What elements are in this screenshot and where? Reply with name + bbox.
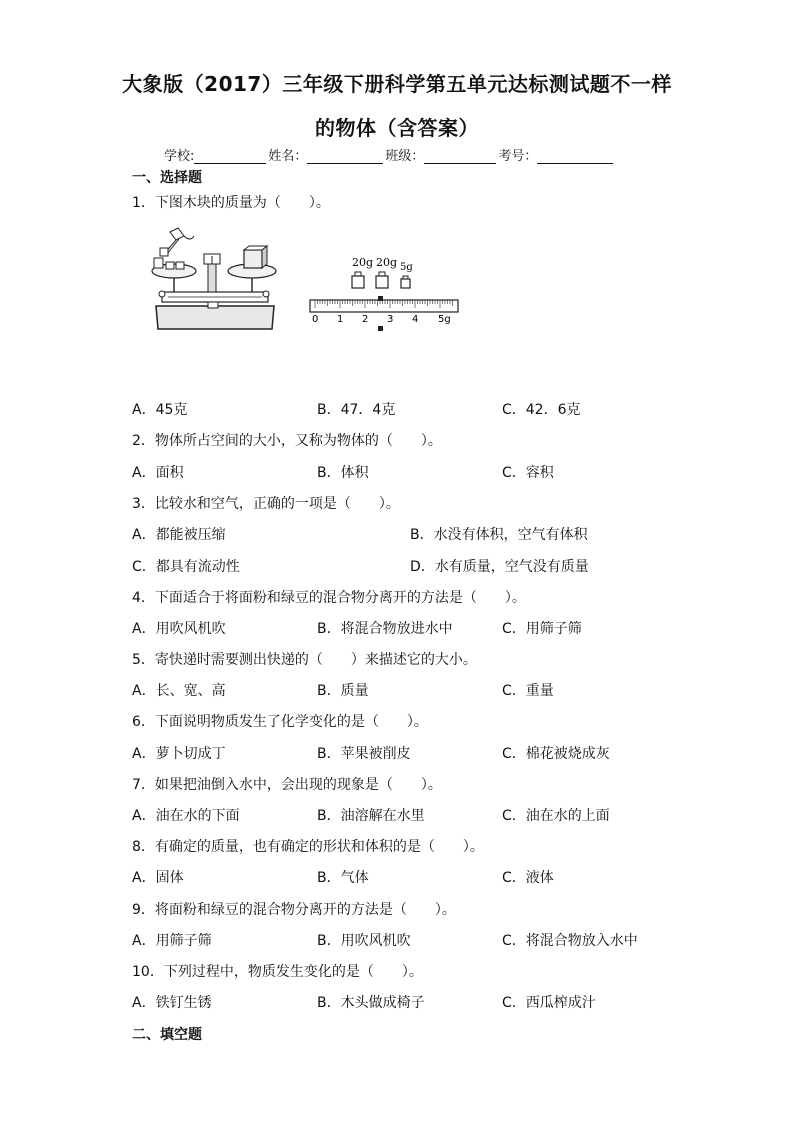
q3-option-d[interactable]: D．水有质量，空气没有质量 [410, 559, 589, 575]
section-choice-heading: 一、选择题 [132, 170, 202, 186]
weight-20g-2 [376, 276, 388, 288]
number-label: 考号： [498, 149, 538, 164]
q6-option-c[interactable]: C．棉花被烧成灰 [502, 746, 610, 762]
question-5: 5．寄快递时需要测出快递的（ ）来描述它的大小。 [132, 652, 477, 668]
q10-option-c[interactable]: C．西瓜榨成汁 [502, 995, 596, 1011]
q10-option-a[interactable]: A．铁钉生锈 [132, 995, 212, 1011]
ruler-label-3: 3 [387, 314, 394, 325]
question-4: 4．下面适合于将面粉和绿豆的混合物分离开的方法是（ ）。 [132, 590, 526, 606]
weight-label-2: 20g [376, 256, 398, 269]
rider-marker-top [378, 296, 383, 301]
q3-option-c[interactable]: C．都具有流动性 [132, 559, 240, 575]
q4-option-a[interactable]: A．用吹风机吹 [132, 621, 226, 637]
balance-figure-svg [148, 226, 468, 336]
q1-option-a[interactable]: A．45克 [132, 402, 188, 418]
question-3: 3．比较水和空气，正确的一项是（ ）。 [132, 496, 400, 512]
question-6: 6．下面说明物质发生了化学变化的是（ ）。 [132, 714, 428, 730]
ruler-label-2: 2 [362, 314, 369, 325]
section-fill-heading: 二、填空题 [132, 1027, 202, 1043]
q7-option-c[interactable]: C．油在水的上面 [502, 808, 610, 824]
beam-ruler [310, 296, 458, 331]
ruler-label-4: 4 [412, 314, 419, 325]
ruler-label-0: 0 [312, 314, 319, 325]
q9-option-c[interactable]: C．将混合物放入水中 [502, 933, 638, 949]
weight-20g-1 [352, 276, 364, 288]
question-2: 2．物体所占空间的大小，又称为物体的（ ）。 [132, 433, 442, 449]
q2-option-b[interactable]: B．体积 [317, 465, 369, 481]
q9-option-b[interactable]: B．用吹风机吹 [317, 933, 411, 949]
q1-option-c[interactable]: C．42．6克 [502, 402, 581, 418]
rider-marker-bottom [378, 326, 383, 331]
q3-option-b[interactable]: B．水没有体积，空气有体积 [410, 527, 588, 543]
question-10: 10．下列过程中，物质发生变化的是（ ）。 [132, 964, 423, 980]
q5-option-c[interactable]: C．重量 [502, 683, 554, 699]
name-label: 姓名： [268, 149, 308, 164]
q6-option-b[interactable]: B．苹果被削皮 [317, 746, 411, 762]
ruler-label-5: 5g [438, 314, 451, 325]
student-info-row [164, 145, 615, 164]
q4-option-b[interactable]: B．将混合物放进水中 [317, 621, 453, 637]
balance-figure [148, 226, 468, 340]
balance-pillar [208, 264, 216, 292]
school-label: 学校: [164, 149, 195, 164]
question-8: 8．有确定的质量，也有确定的形状和体积的是（ ）。 [132, 839, 484, 855]
q1-option-b[interactable]: B．47．4克 [317, 402, 396, 418]
weight-5g [401, 279, 410, 288]
ruler-label-1: 1 [337, 314, 344, 325]
class-blank[interactable] [424, 149, 496, 164]
document-title-line1: 大象版（2017）三年级下册科学第五单元达标测试题不一样 [122, 72, 672, 96]
weights-group [352, 256, 413, 288]
document-title-line2: 的物体（含答案） [315, 116, 479, 140]
balance-base [156, 306, 274, 329]
class-label: 班级： [385, 149, 425, 164]
number-blank[interactable] [537, 149, 613, 164]
q4-option-c[interactable]: C．用筛子筛 [502, 621, 582, 637]
wooden-block [244, 250, 262, 268]
q2-option-a[interactable]: A．面积 [132, 465, 184, 481]
question-9: 9．将面粉和绿豆的混合物分离开的方法是（ ）。 [132, 902, 456, 918]
q5-option-b[interactable]: B．质量 [317, 683, 369, 699]
weight-label-3: 5g [400, 262, 413, 273]
q7-option-a[interactable]: A．油在水的下面 [132, 808, 240, 824]
name-blank[interactable] [307, 149, 383, 164]
question-7: 7．如果把油倒入水中，会出现的现象是（ ）。 [132, 777, 442, 793]
q10-option-b[interactable]: B．木头做成椅子 [317, 995, 425, 1011]
q6-option-a[interactable]: A．萝卜切成丁 [132, 746, 226, 762]
q3-option-a[interactable]: A．都能被压缩 [132, 527, 226, 543]
weight-label-1: 20g [352, 256, 374, 269]
tweezers-hand [170, 228, 184, 240]
q9-option-a[interactable]: A．用筛子筛 [132, 933, 212, 949]
q8-option-c[interactable]: C．液体 [502, 870, 554, 886]
q5-option-a[interactable]: A．长、宽、高 [132, 683, 226, 699]
q8-option-b[interactable]: B．气体 [317, 870, 369, 886]
q2-option-c[interactable]: C．容积 [502, 465, 554, 481]
question-1: 1．下图木块的质量为（ ）。 [132, 195, 330, 211]
q8-option-a[interactable]: A．固体 [132, 870, 184, 886]
school-blank[interactable] [194, 149, 266, 164]
q7-option-b[interactable]: B．油溶解在水里 [317, 808, 425, 824]
